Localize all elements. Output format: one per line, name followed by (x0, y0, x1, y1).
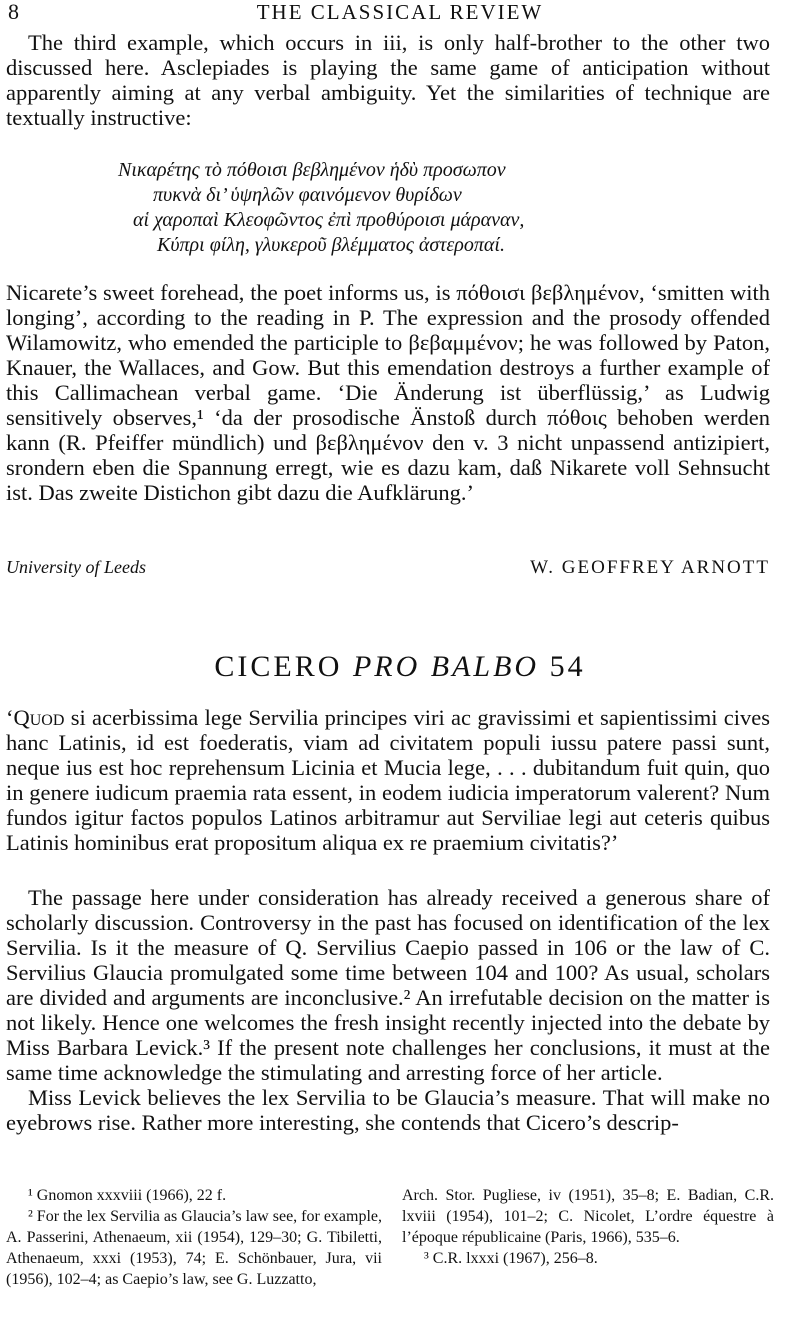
article-title (0, 650, 800, 684)
title-part-1: CICERO (214, 650, 353, 683)
author-name: W. GEOFFREY ARNOTT (530, 557, 770, 578)
quote-text (6, 705, 770, 855)
page-number: 8 (8, 0, 19, 24)
title-part-2: PRO BALBO (352, 650, 540, 683)
greek-line-2: πυκνὰ δι’ ὑψηλῶν φαινόμενον θυρίδων (153, 184, 462, 206)
affiliation: University of Leeds (6, 557, 146, 577)
running-title: THE CLASSICAL REVIEW (256, 0, 544, 24)
footnotes-right (402, 1185, 774, 1269)
greek-line-4: Κύπρι φίλη, γλυκεροῦ βλέμματος ἀστεροπαί. (157, 234, 505, 256)
paragraph-third-example (6, 30, 770, 130)
footnote-3: ³ C.R. lxxxi (1967), 256–8. (424, 1250, 598, 1267)
quote-body: si acerbissima lege Servilia principes viri ac gravissimi et sapientissimi cives hanc Latinis, id est foederatis, viam ad civitatem populi iussu patere passi sunt, neque ius est hoc reprehensum Licinia et Mucia lege, . . . dubitandum fuit quin, quo in genere iudicum praemia rata essent, in eodem iudicia imperatorum valerent? Num fundos igitur factos populos Latinos arbitramur aut Serviliae legi aut ceteris quibus Latinis hominibus erat propositum aliqua ex re praemium civitatis?’ (6, 705, 770, 855)
para3-text: The passage here under consideration has already received a generous share of scholarly discussion. Controversy in the past has focused on identification of the lex Servilia. Is it the measure of Q. Servilius Caepio passed in 106 or the law of C. Servilius Glaucia promulgated some time between 104 and 100? As usual, scholars are divided and arguments are inconclusive.² An irrefutable decision on the matter is not likely. Hence one welcomes the fresh insight recently injected into the debate by Miss Barbara Levick.³ If the present note challenges her conclusions, it must at the same time acknowledge the stimulating and arresting force of her article. (6, 885, 770, 1085)
quote-dropcap: ‘Quod (6, 705, 65, 730)
greek-line-3: αἱ χαροπαὶ Κλεοφῶντος ἐπὶ προθύροισι μάραναν, (133, 209, 525, 231)
footnote-2: ² For the lex Servilia as Glaucia’s law see, for example, A. Passerini, Athenaeum, xii (1954), 129–30; G. Tibiletti, Athenaeum, xxxi (1953), 74; E. Schönbauer, Jura, vii (1956), 102–4; as Caepio’s law, see G. Luzzatto, (6, 1208, 383, 1288)
title-part-3: 54 (539, 650, 586, 683)
greek-line-1: Νικαρέτης τὸ πόθοισι βεβλημένον ἡδὺ προσωπον (118, 159, 506, 181)
para1-text: The third example, which occurs in iii, is only half-brother to the other two discussed here. Asclepiades is playing the same game of anticipation without apparently aiming at any verbal ambiguity. Yet the similarities of technique are textually instructive: (6, 30, 770, 130)
paragraph-nicarete (6, 280, 770, 505)
paragraph-passage (6, 885, 770, 1135)
footnote-2-continued: Arch. Stor. Pugliese, iv (1951), 35–8; E. Badian, C.R. lxviii (1954), 101–2; C. Nicolet, L’ordre équestre à l’époque républicaine (Paris, 1966), 535–6. (402, 1187, 774, 1246)
signature-line (6, 557, 770, 583)
latin-quotation (6, 705, 770, 855)
footnotes-left (6, 1185, 382, 1290)
page-header (0, 0, 800, 26)
para4-text: Miss Levick believes the lex Servilia to be Glaucia’s measure. That will make no eyebrows rise. Rather more interesting, she contends that Cicero’s descrip- (6, 1085, 770, 1135)
para2-text: Nicarete’s sweet forehead, the poet informs us, is πόθοισι βεβλημένον, ‘smitten with longing’, according to the reading in P. The expression and the prosody offended Wilamowitz, who emended the participle to βεβαμμένον; he was followed by Paton, Knauer, the Wallaces, and Gow. But this emendation destroys a further example of this Callimachean verbal game. ‘Die Änderung ist überflüssig,’ as Ludwig sensitively observes,¹ ‘da der prosodische Änstoß durch πόθοις behoben werden kann (R. Pfeiffer mündlich) und βεβλημένον den v. 3 nicht unpassend antizipiert, srondern eben die Spannung erregt, wie es dazu kam, daß Nikarete voll Sehnsucht ist. Das zweite Distichon gibt dazu die Aufklärung.’ (6, 280, 770, 505)
footnote-1: ¹ Gnomon xxxviii (1966), 22 f. (28, 1187, 227, 1204)
